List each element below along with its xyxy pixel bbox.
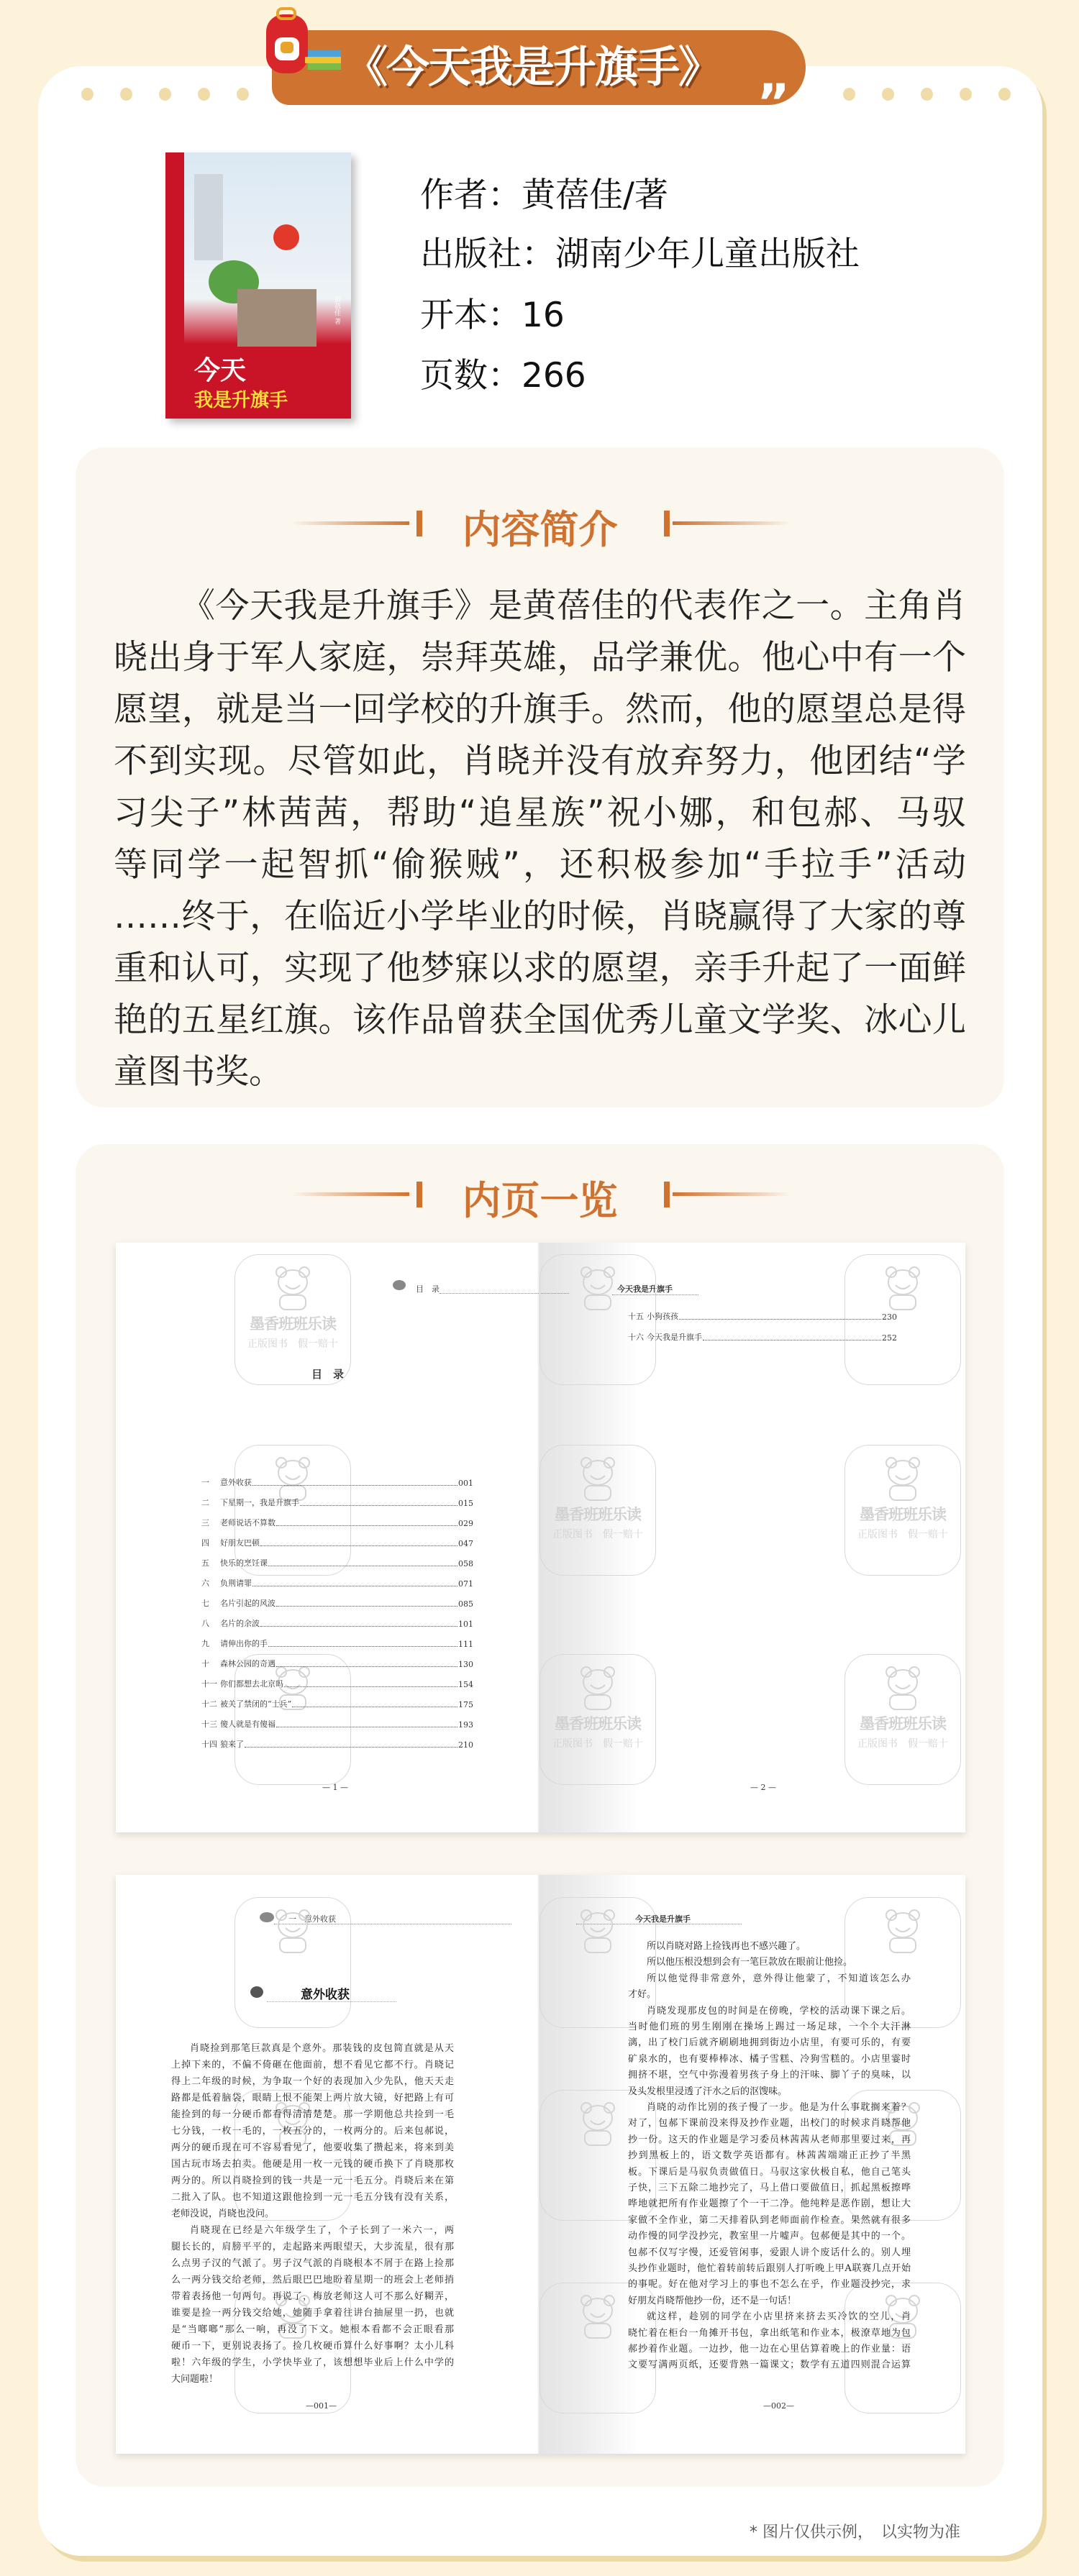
body-text-line: 大问题啦！ [171, 2374, 219, 2385]
info-label: 作者： [420, 175, 522, 215]
toc-number: 十 [201, 1659, 209, 1668]
toc-entry [201, 1518, 473, 1528]
toc-leader [268, 1646, 457, 1647]
toc-entry [201, 1740, 473, 1750]
body-text-line: 带着表扬他一句两句。再说了，梅放老师这人可不那么好糊弄， [171, 2291, 454, 2302]
toc-leader [260, 1626, 457, 1627]
toc-number: 十三 [201, 1719, 217, 1729]
binder-dot [921, 88, 933, 101]
cover-title-line2: 我是升旗手 [194, 390, 288, 411]
heading-line-right [673, 1192, 791, 1196]
body-text-line: 哗地就把所有作业题擦了个一干二净。他纯粹是恶作剧，想让大 [628, 2198, 911, 2210]
disclaimer-note: * 图片仅供示例， 以实物为准 [750, 2524, 960, 2541]
watermark-stamp [235, 1254, 351, 1385]
intro-line: 童图书奖。 [114, 1052, 283, 1092]
toc-entry [201, 1679, 473, 1689]
watermark-stamp [540, 1897, 656, 2028]
body-text-line: 二批入了队。也不知道这跟他捡到一元一毛五分钱有没有关系， [171, 2192, 454, 2203]
toc-chapter-title: 名片引起的风波 [220, 1599, 276, 1608]
toc-leader [252, 1485, 457, 1486]
binder-dot [159, 88, 171, 101]
toc-page: 015 [458, 1499, 473, 1508]
info-label: 出版社： [420, 234, 555, 274]
toc-page: 193 [458, 1720, 473, 1730]
toc-leader [260, 1545, 457, 1546]
left-page-header: 一 意外收获 [288, 1914, 336, 1924]
bear-logo-icon [540, 1265, 655, 1314]
body-text-line: 及头发根里浸透了汗水之后的沤馊味。 [628, 2086, 788, 2097]
body-text-line: 所以他觉得非常意外，意外得让他蒙了，不知道该怎么办 [647, 1973, 911, 1984]
intro-line: 不到实现。尽管如此，肖晓并没有放弃努力，他团结“学 [114, 741, 966, 781]
watermark-stamp [844, 1445, 961, 1576]
toc-number: 十二 [201, 1699, 217, 1709]
body-text-line: 能捡到的每一分硬币都看得清清楚楚。那一学期他总共捡到一毛 [171, 2109, 454, 2120]
body-text-line: 晓忙着在柜台一角摊开书包，拿出纸笔和作业本，极潦草地为包 [628, 2327, 911, 2339]
toc-entry [628, 1333, 897, 1343]
toc-entry [201, 1619, 473, 1629]
watermark-stamp [235, 1897, 351, 2028]
toc-leader [679, 1319, 881, 1320]
body-text-line: 拥挤不堪，空气中弥漫着男孩子身上的汗味、脚丫子的臭味，以 [628, 2070, 911, 2081]
body-text-line: 对了，包郝下课前没来得及抄作业题，出校门的时候求肖晓帮他 [628, 2118, 911, 2129]
body-text-line: 当时他们班的男生刚刚在操场上踢过一场足球，一个个大汗淋 [628, 2022, 911, 2032]
binder-dot [198, 88, 210, 101]
toc-chapter-title: 意外收获 [220, 1478, 252, 1487]
toc-entry [201, 1498, 473, 1508]
watermark-slogan: 正版图书 假一赔十 [857, 1738, 948, 1750]
toc-number: 八 [201, 1619, 209, 1628]
watermark-brand: 墨香班班乐读 [860, 1506, 946, 1523]
watermark-stamp [235, 1445, 351, 1576]
toc-page: 058 [458, 1559, 473, 1568]
toc-number: 十四 [201, 1740, 217, 1749]
body-text-line: 么一两分钱交给老师，然后眼巴巴地盼着星期一的班会上老师捎 [171, 2275, 454, 2285]
toc-chapter-title: 老师说话不算数 [220, 1518, 276, 1527]
toc-chapter-title: 好朋友巴顿 [220, 1538, 260, 1548]
heading-bar-right [664, 511, 670, 536]
bear-logo-icon [845, 1456, 960, 1504]
body-text-line: 硬币一下，更别说表扬了。捡几枚硬币算什么好事啊？太小儿科 [171, 2341, 454, 2352]
toc-page: 111 [458, 1640, 473, 1649]
watermark-slogan: 正版图书 假一赔十 [857, 1529, 948, 1540]
intro-line: 晓出身于军人家庭，崇拜英雄，品学兼优。他心中有一个 [114, 638, 966, 677]
watermark-brand: 墨香班班乐读 [555, 1506, 641, 1523]
toc-spread-image [116, 1243, 965, 1832]
toc-page: 101 [458, 1620, 473, 1629]
heading-line-right [673, 521, 791, 525]
toc-number: 二 [201, 1498, 209, 1507]
body-text-line: 肖晓发现那皮包的时间是在傍晚，学校的活动课下课之后。 [647, 2005, 911, 2017]
watermark-brand: 墨香班班乐读 [250, 1315, 336, 1333]
body-text-line: 两分的。所以肖晓捡到的钱一共是一元一毛五分。肖晓后来在第 [171, 2175, 454, 2186]
body-text-line: 腿长长的，肩膀平平的，走起路来两眼望天，大步流星，很有那 [171, 2242, 454, 2252]
toc-entry [201, 1659, 473, 1669]
toc-page: 154 [458, 1680, 473, 1689]
watermark-slogan: 正版图书 假一赔十 [552, 1529, 643, 1540]
page-number-left: — 1 — [322, 1783, 348, 1792]
toc-chapter-title: 下星期一，我是升旗手 [220, 1498, 299, 1507]
toc-chapter-title: 森林公园的奇遇 [220, 1659, 276, 1668]
bear-logo-icon [540, 1456, 655, 1504]
body-text-line: 么点男子汉的气派了。男子汉气派的肖晓根本不屑于在路上捡那 [171, 2258, 454, 2269]
toc-leader [276, 1606, 457, 1607]
body-text-line: 文要写满两页纸，还要背熟一篇课文；数学有五道四则混合运算 [628, 2360, 911, 2371]
info-value: 黄蓓佳/著 [522, 175, 668, 215]
info-label: 页数： [420, 356, 522, 396]
toc-chapter-title: 小狗孩孩 [647, 1312, 678, 1321]
body-text-line: 所以肖晓对路上捡钱再也不感兴趣了。 [647, 1941, 806, 1952]
body-text-line: 上掉下来的，不偏不倚砸在他面前，想不看见它都不行。肖晓记 [171, 2060, 454, 2070]
toc-leader [276, 1525, 457, 1526]
toc-chapter-title: 傻人就是有傻福 [220, 1719, 276, 1729]
info-row [420, 356, 586, 396]
intro-line: 习尖子”林茜茜，帮助“追星族”祝小娜，和包郝、马驭 [114, 793, 966, 833]
body-text-line: 肖晓捡到那笔巨款真是个意外。那装钱的皮包简直就是从天 [190, 2043, 454, 2054]
info-label: 开本： [420, 296, 522, 335]
intro-line: 等同学一起智抓“偷猴贼”，还积极参加“手拉手”活动 [114, 845, 966, 885]
bear-logo-icon [235, 1265, 350, 1314]
toc-chapter-title: 名片的余波 [220, 1619, 260, 1628]
cover-author: 黄蓓佳 著 [333, 296, 340, 324]
bear-logo-icon [845, 1265, 960, 1314]
watermark-brand: 墨香班班乐读 [555, 1715, 641, 1732]
body-text-line: 包郝不仅写字慢，还爱管闲事，爱跟人讲个废话什么的。别人埋 [628, 2247, 911, 2258]
right-page-header: 今天我是升旗手 [617, 1284, 673, 1294]
bear-logo-icon [540, 1908, 655, 1957]
toc-chapter-title: 你们都想去北京吗 [220, 1679, 283, 1689]
info-row [420, 296, 565, 336]
toc-leader [276, 1666, 457, 1667]
toc-entry [628, 1312, 897, 1322]
bear-logo-icon [235, 1908, 350, 1957]
info-row [420, 175, 668, 216]
body-text-line: 七分钱，一枚一毛的，一枚五分的，一枚两分的。后来包郝说， [171, 2126, 454, 2137]
intro-line: 《今天我是升旗手》是黄蓓佳的代表作之一。主角肖 [181, 586, 966, 626]
body-text-line: 抄到黑板上的，语文数学英语都有。林茜茜端端正正抄了半黑 [628, 2150, 911, 2162]
body-text-line: 好朋友肖晓帮他抄一份，还不是一句话！ [628, 2295, 797, 2306]
watermark-stamp [540, 1654, 656, 1785]
body-text-line: 老师没说，肖晓也没问。 [171, 2209, 275, 2219]
body-text-line: 头抄作业题时，他忙着转前转后跟别人打听晚上甲A联赛几点开始 [628, 2263, 911, 2274]
binder-dot [998, 88, 1011, 101]
toc-number: 一 [201, 1478, 209, 1487]
page-number-right: —002— [763, 2401, 794, 2411]
toc-number: 十一 [201, 1679, 217, 1689]
toc-chapter-title: 狼来了 [220, 1740, 244, 1749]
toc-number: 九 [201, 1639, 209, 1648]
watermark-slogan: 正版图书 假一赔十 [552, 1738, 643, 1750]
toc-number: 七 [201, 1599, 209, 1608]
body-text-line: 得上二年级的时候，为争取一个好的表现加入少先队，他天天走 [171, 2076, 454, 2087]
bear-logo-icon [845, 1665, 960, 1714]
toc-entry [201, 1639, 473, 1649]
toc-page: 029 [458, 1519, 473, 1528]
toc-entry [201, 1719, 473, 1730]
preview-heading: 内页一览 [462, 1178, 618, 1223]
intro-line: ……终于，在临近小学毕业的时候，肖晓赢得了大家的尊 [114, 897, 966, 936]
toc-page: 175 [458, 1700, 473, 1709]
intro-line: 艳的五星红旗。该作品曾获全国优秀儿童文学奖、冰心儿 [114, 1000, 966, 1040]
watermark-stamp [540, 1445, 656, 1576]
body-text-line: 肖晓的动作比别的孩子慢了一步。他是为什么事耽搁来着？ [647, 2102, 911, 2113]
toc-page: 210 [458, 1740, 473, 1750]
toc-entry [201, 1558, 473, 1568]
bee-icon [393, 1280, 406, 1290]
toc-page: 252 [882, 1333, 897, 1343]
body-text-line: 板。下课后是马驭负责做值日。马驭这家伙极自私，他自己笔头 [628, 2166, 911, 2178]
heading-bar-right [664, 1182, 670, 1207]
book-title: 《今天我是升旗手》 [345, 42, 720, 93]
toc-entry [201, 1579, 473, 1589]
toc-leader [300, 1505, 457, 1506]
body-text-line: 家做不全作业，第二天排着队到老师面前作检查。果然就有很多 [628, 2214, 911, 2226]
binder-dot [960, 88, 972, 101]
body-text-line: 是“当啷啷”那么一响，再没了下文。她根本看都不会正眼看那 [171, 2324, 454, 2335]
watermark-brand: 墨香班班乐读 [860, 1715, 946, 1732]
cover-title-line1: 今天 [194, 356, 247, 385]
book-cover-image [165, 152, 351, 419]
info-row [420, 234, 860, 275]
binder-dot [237, 88, 249, 101]
body-text-line: 漓，出了校门后就齐刷刷地拥到街边小店里，有要可乐的，有要 [628, 2037, 911, 2049]
watermark-stamp [844, 1654, 961, 1785]
watermark-slogan: 正版图书 假一赔十 [247, 1338, 338, 1350]
info-value: 湖南少年儿童出版社 [555, 234, 860, 274]
body-text-line: 路都是低着脑袋，眼睛上恨不能架上两片放大镜，好把路上有可 [171, 2093, 454, 2104]
intro-line: 愿望，就是当一回学校的升旗手。然而，他的愿望总是得 [114, 690, 966, 729]
toc-page: 047 [458, 1539, 473, 1548]
toc-chapter-title: 快乐的烹饪课 [220, 1558, 268, 1568]
intro-line: 重和认可，实现了他梦寐以求的愿望，亲手升起了一面鲜 [114, 949, 966, 988]
toc-entry [201, 1538, 473, 1548]
toc-chapter-title: 请伸出你的手 [220, 1639, 268, 1648]
intro-heading: 内容简介 [462, 507, 618, 552]
toc-chapter-title: 今天我是升旗手 [647, 1333, 702, 1342]
body-text-line: 抄一份。这天的作业题是学习委员林茜茜从老师那里要过来，再 [628, 2134, 911, 2145]
toc-number: 十五 [628, 1312, 644, 1321]
toc-number: 六 [201, 1579, 209, 1588]
toc-chapter-title: 负荆请罪 [220, 1579, 252, 1588]
chapter-spread-image [116, 1875, 965, 2454]
binder-dot [120, 88, 132, 101]
body-text-line: 动作慢的同学没抄完，教室里一片嘘声。包郝便是其中的一个。 [628, 2231, 911, 2242]
body-text-line: 谁要是捡一两分钱交给她，她随手拿着往讲台抽屉里一扔，也就 [171, 2308, 454, 2319]
toc-number: 五 [201, 1558, 209, 1568]
left-page-header: 目 录 [416, 1284, 440, 1294]
toc-page: 230 [882, 1312, 897, 1322]
toc-page: 071 [458, 1579, 473, 1589]
body-text-line: 啦！六年级的学生，小学快毕业了，该想想毕业后上什么中学的 [171, 2357, 454, 2368]
bear-logo-icon [540, 1665, 655, 1714]
right-page-header: 今天我是升旗手 [635, 1914, 691, 1924]
info-value: 16 [522, 296, 565, 335]
toc-number: 四 [201, 1538, 209, 1548]
binder-dot [81, 88, 94, 101]
body-text-line: 的事呢。好在他对学习上的事也不怎么在乎，作业题没抄完，求 [628, 2279, 911, 2290]
toc-entry [201, 1599, 473, 1609]
binder-dot [882, 88, 894, 101]
toc-leader [284, 1686, 457, 1687]
toc-entry [201, 1478, 473, 1488]
page-number-left: —001— [306, 2401, 337, 2411]
body-text-line: 所以他压根没想到会有一笔巨款放在眼前让他捡。 [647, 1957, 853, 1968]
body-text-line: 肖晓现在已经是六年级学生了，个子长到了一米六一，两 [190, 2225, 454, 2236]
body-text-line: 国古玩市场去拍卖。他硬是用一枚一元钱的硬币换下了肖晓那枚 [171, 2159, 454, 2170]
body-text-line: 子快，三下五除二地抄完了，马上借口要做值日，抓起黑板擦哗 [628, 2183, 911, 2193]
body-text-line: 矿泉水的，也有要棒棒冰、橘子雪糕、冷狗雪糕的。小店里霎时 [628, 2053, 911, 2065]
body-text-line: 就这样，趁别的同学在小店里挤来挤去买冷饮的空儿，肖 [647, 2311, 911, 2323]
body-text-line: 郝抄着作业题。一边抄，他一边在心里估算着晚上的作业量：语 [628, 2344, 911, 2355]
body-text-line: 两分的硬币现在可不容易看见了，他要收集了攒起来，将来到美 [171, 2142, 454, 2153]
binder-dot [843, 88, 855, 101]
toc-number: 十六 [628, 1333, 644, 1342]
toc-page: 001 [458, 1479, 473, 1488]
toc-title: 目 录 [311, 1368, 345, 1381]
toc-page: 085 [458, 1599, 473, 1609]
chapter-title: 意外收获 [301, 1988, 350, 2002]
toc-leader [245, 1747, 457, 1748]
info-value: 266 [522, 356, 586, 396]
page-number-right: — 2 — [750, 1783, 776, 1792]
quote-mark: ” [757, 73, 791, 132]
toc-entry [201, 1699, 473, 1709]
body-text-line: 才好。 [628, 1989, 657, 2001]
toc-number: 三 [201, 1518, 209, 1527]
toc-page: 130 [458, 1660, 473, 1669]
toc-chapter-title: 被关了禁闭的“士兵” [220, 1699, 292, 1709]
